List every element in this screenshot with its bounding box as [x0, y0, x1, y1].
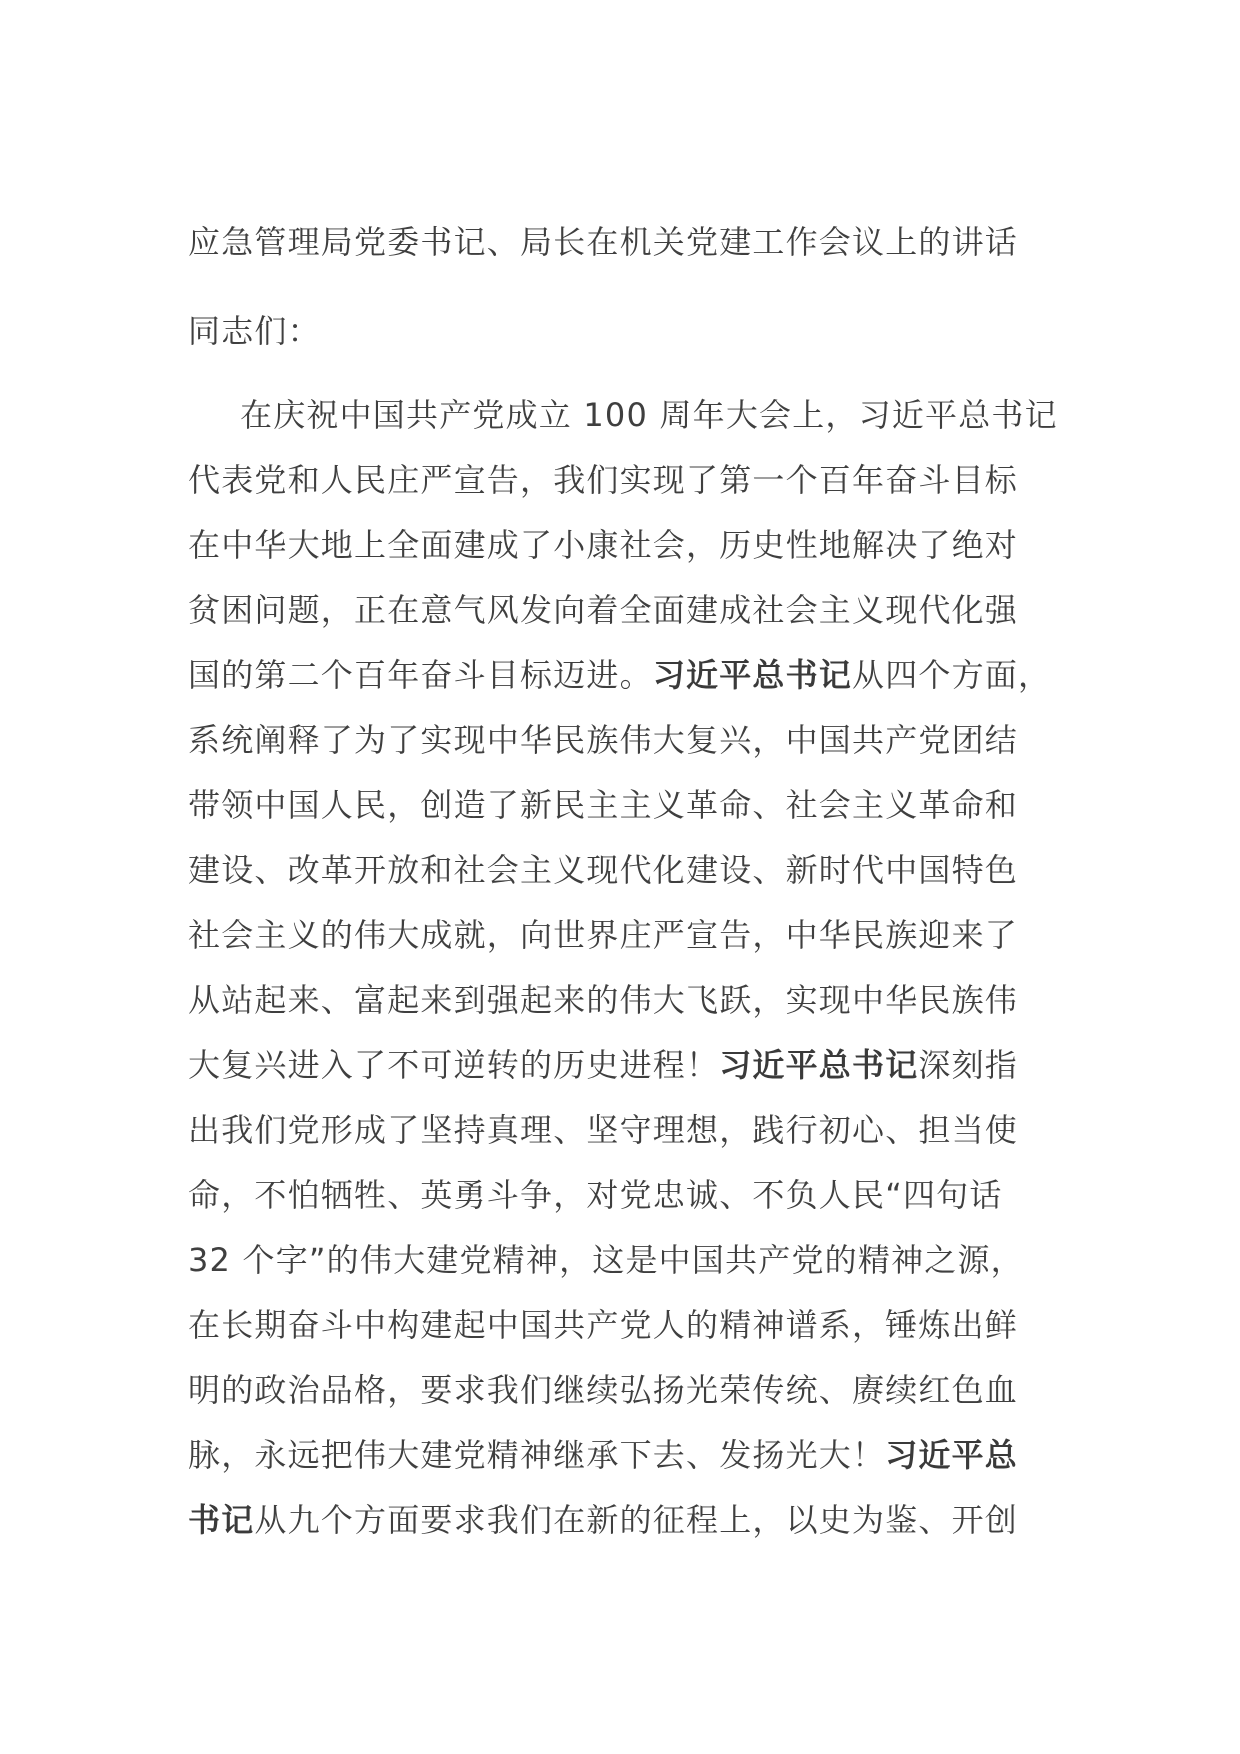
body-text: 建设、改革开放和社会主义现代化建设、新时代中国特色 [188, 851, 1019, 889]
body-line [188, 1500, 1018, 1540]
body-line [188, 980, 1018, 1020]
body-line [188, 1305, 1018, 1345]
body-text: 深刻指 [918, 1046, 1019, 1084]
body-text: 大复兴进入了不可逆转的历史进程！ [188, 1046, 720, 1084]
body-text: 系统阐释了为了实现中华民族伟大复兴，中国共产党团结 [188, 721, 1019, 759]
body-text: 带领中国人民，创造了新民主主义革命、社会主义革命和 [188, 786, 1019, 824]
body-line [188, 460, 1018, 500]
body-text: 明的政治品格，要求我们继续弘扬光荣传统、赓续红色血 [188, 1371, 1019, 1409]
body-line [188, 850, 1018, 890]
body-text: 从九个方面要求我们在新的征程上，以史为鉴、开创 [254, 1501, 1019, 1539]
body-text: 脉，永远把伟大建党精神继承下去、发扬光大！ [188, 1436, 886, 1474]
body-text: 命，不怕牺牲、英勇斗争，对党忠诚、不负人民“四句话 [188, 1176, 1003, 1214]
body-line [188, 785, 1018, 825]
body-text: 贫困问题，正在意气风发向着全面建成社会主义现代化强 [188, 591, 1019, 629]
emphasis-text: 书记 [188, 1501, 255, 1539]
body-line [188, 395, 1058, 435]
body-line [188, 590, 1018, 630]
body-text: 在中华大地上全面建成了小康社会，历史性地解决了绝对 [188, 526, 1019, 564]
body-text: 国的第二个百年奋斗目标迈进。 [188, 656, 653, 694]
body-line [188, 1370, 1018, 1410]
body-line [188, 1240, 1024, 1280]
body-line [188, 525, 1018, 565]
body-line [188, 1175, 1003, 1215]
body-line [188, 1435, 1018, 1475]
salutation: 同志们： [188, 312, 321, 350]
body-line [188, 1110, 1018, 1150]
emphasis-text: 习近平总书记 [719, 1046, 919, 1084]
body-line [188, 720, 1018, 760]
emphasis-text: 习近平总 [885, 1436, 1019, 1474]
body-text: 32 个字”的伟大建党精神，这是中国共产党的精神之源， [188, 1241, 1024, 1279]
body-text: 在长期奋斗中构建起中国共产党人的精神谱系，锤炼出鲜 [188, 1306, 1019, 1344]
body-text: 从站起来、富起来到强起来的伟大飞跃，实现中华民族伟 [188, 981, 1019, 1019]
body-line [188, 655, 1051, 695]
body-text: 出我们党形成了坚持真理、坚守理想，践行初心、担当使 [188, 1111, 1019, 1149]
document-title: 应急管理局党委书记、局长在机关党建工作会议上的讲话 [188, 223, 1019, 261]
body-text: 社会主义的伟大成就，向世界庄严宣告，中华民族迎来了 [188, 916, 1019, 954]
emphasis-text: 习近平总书记 [652, 656, 853, 694]
body-line [188, 915, 1018, 955]
body-line [188, 1045, 1018, 1085]
body-text: 代表党和人民庄严宣告，我们实现了第一个百年奋斗目标 [188, 461, 1019, 499]
body-text: 在庆祝中国共产党成立 100 周年大会上，习近平总书记 [240, 396, 1058, 434]
body-text: 从四个方面， [852, 656, 1052, 694]
